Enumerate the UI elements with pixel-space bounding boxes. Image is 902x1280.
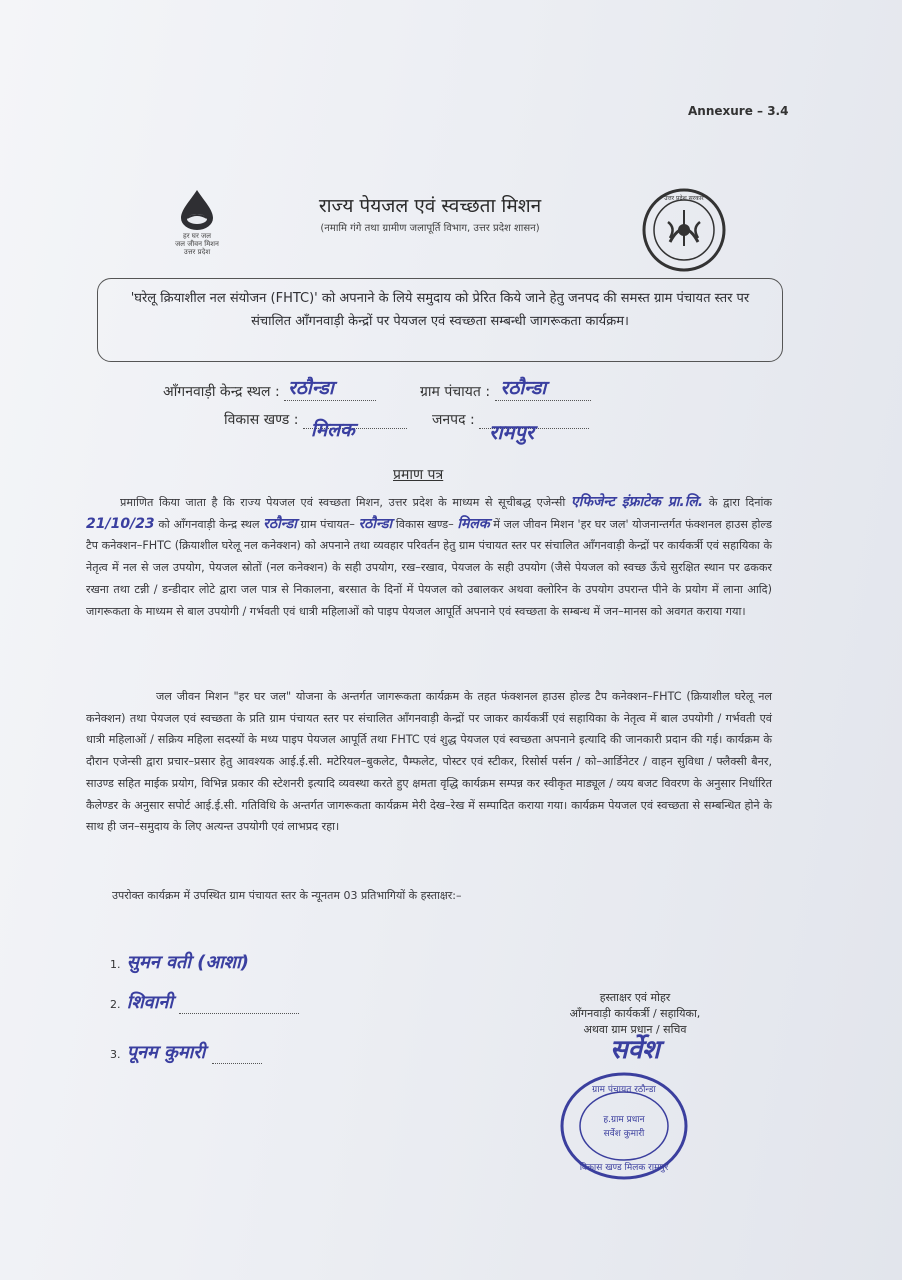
block-label: विकास खण्ड : <box>224 412 299 428</box>
signatory-line-1: हस्ताक्षर एवं मोहर <box>599 991 671 1004</box>
block-field <box>224 410 407 441</box>
stamp-outer-top: ग्राम पंचायत रठौन्डा <box>592 1085 656 1095</box>
para1-text-1: प्रमाणित किया जाता है कि राज्य पेयजल एवं स्वच्छता मिशन, उत्तर प्रदेश के माध्यम से सूचीबद्ध एजेन्सी <box>120 496 566 509</box>
para1-text-5: विकास खण्ड– <box>395 517 454 531</box>
program-date: 21/10/23 <box>86 515 155 532</box>
district-value: रामपुर <box>489 420 535 444</box>
official-stamp <box>558 1070 690 1182</box>
signatory-signature: सर्वेश <box>610 1035 660 1065</box>
participant-signature-1 <box>110 950 249 974</box>
district-field <box>432 410 589 444</box>
participant-name: शिवानी <box>126 992 174 1013</box>
block-value: मिलक <box>310 419 355 441</box>
participant-number: 3. <box>110 1048 121 1061</box>
certificate-title: प्रमाण पत्र <box>393 467 444 483</box>
para1-text-4: ग्राम पंचायत– <box>300 517 355 531</box>
emblem-label: उत्तर प्रदेश सरकार <box>664 195 704 202</box>
agency-name: एफिजेन्ट इंफ्राटेक प्रा.लि. <box>570 494 704 510</box>
up-govt-emblem <box>640 186 728 274</box>
para1-text-3: को आँगनवाड़ी केन्द्र स्थल <box>158 517 260 531</box>
stamp-inner-2: सर्वेश कुमारी <box>603 1129 645 1139</box>
header-title: राज्य पेयजल एवं स्वच्छता मिशन <box>318 195 542 217</box>
participant-signature-2 <box>110 990 299 1014</box>
program-place: रठौन्डा <box>263 515 297 532</box>
signatory-line-3: अथवा ग्राम प्रधान / सचिव <box>583 1023 687 1036</box>
logo-caption-2: जल जीवन मिशन <box>175 240 219 248</box>
signatory-line-2: आँगनवाड़ी कार्यकर्त्री / सहायिका, <box>569 1007 701 1020</box>
certificate-paragraph-1 <box>86 492 772 622</box>
participant-name: सुमन वती (आशा) <box>126 952 249 973</box>
anganwadi-label: आँगनवाड़ी केन्द्र स्थल : <box>163 384 280 400</box>
anganwadi-value: रठौन्डा <box>288 377 334 399</box>
anganwadi-field <box>163 377 376 401</box>
logo-caption-3: उत्तर प्रदेश <box>183 248 211 256</box>
participant-signature-3 <box>110 1040 262 1064</box>
program-block: मिलक <box>457 515 490 532</box>
gram-panchayat-value: रठौन्डा <box>500 377 547 399</box>
participant-number: 1. <box>110 958 121 971</box>
header-subtitle: (नमामि गंगे तथा ग्रामीण जलापूर्ति विभाग, उत्तर प्रदेश शासन) <box>320 223 540 234</box>
stamp-inner-1: ह.ग्राम प्रधान <box>603 1115 645 1125</box>
program-title-box: 'घरेलू क्रियाशील नल संयोजन (FHTC)' को अपनाने के लिये समुदाय को प्रेरित किये जाने हेतु जनपद की समस्त ग्राम पंचायत स्तर पर संचालित आँगनवाड़ी केन्द्रों पर पेयजल एवं स्वच्छता सम्बन्धी जागरूकता कार्यक्रम। <box>97 278 783 362</box>
signatory-block <box>540 990 730 1065</box>
water-drop-icon <box>177 188 217 232</box>
para1-text-6: में जल जीवन मिशन 'हर घर जल' योजनान्तर्गत फंक्शनल हाउस होल्ड टैप कनेक्शन–FHTC (क्रियाशील घरेलू नल कनेक्शन) को अपनाने तथा व्यवहार परिवर्तन हेतु ग्राम पंचायत स्तर पर संचालित आँगनवाड़ी केन्द्रों पर कार्यकर्त्री एवं सहायिका के नेतृत्व में नल से जल उपयोग, पेयजल स्रोतों (नल कनेक्शन) के सही उपयोग, रख–रखाव, पेयजल के सही उपयोग (जैसे पेयजल को स्वच्छ ऊँचे सुरक्षित स्थान पर ढककर रखना तथा टन्नी / डन्डीदार लोटे द्वारा जल पात्र से निकालना, बरसात के दिनों में पेयजल को उबालकर अथवा क्लोरिन के उपयोग उपरान्त पीने के प्रयोग में लाना आदि) जागरूकता के माध्यम से बाल उपयोगी / गर्भवती एवं धात्री महिलाओं को पाइप पेयजल आपूर्ति अपनाने एवं स्वच्छता के सम्बन्ध में जन–मानस को अवगत कराया गया। <box>86 517 772 618</box>
logo-caption-1: हर घर जल <box>183 232 211 240</box>
participant-number: 2. <box>110 998 121 1011</box>
district-label: जनपद : <box>432 412 475 428</box>
jal-jeevan-mission-logo <box>162 188 232 262</box>
participants-intro: उपरोक्त कार्यक्रम में उपस्थित ग्राम पंचायत स्तर के न्यूनतम 03 प्रतिभागियों के हस्ताक्षर:– <box>112 889 462 902</box>
gram-panchayat-label: ग्राम पंचायत : <box>420 384 491 400</box>
gram-panchayat-field <box>420 377 591 401</box>
para1-text-2: के द्वारा दिनांक <box>708 496 773 509</box>
annexure-label: Annexure – 3.4 <box>688 104 789 118</box>
program-gram-panchayat: रठौन्डा <box>358 515 393 532</box>
certificate-paragraph-2: जल जीवन मिशन "हर घर जल" योजना के अन्तर्गत जागरूकता कार्यक्रम के तहत फंक्शनल हाउस होल्ड टैप कनेक्शन–FHTC (क्रियाशील घरेलू नल कनेक्शन) तथा पेयजल एवं स्वच्छता के प्रति ग्राम पंचायत स्तर पर संचालित आँगनवाड़ी केन्द्रों पर जाकर कार्यकर्त्री एवं सहायिका के नेतृत्व में बाल उपयोगी / गर्भवती एवं धात्री महिलाओं / सक्रिय महिला सदस्यों के मध्य पाइप पेयजल आपूर्ति तथा FHTC एवं शुद्ध पेयजल एवं स्वच्छता अपनाने इत्यादि की जानकारी प्रदान की गई। कार्यक्रम के दौरान एजेन्सी द्वारा प्रचार–प्रसार हेतु आवश्यक आई.ई.सी. मटेरियल–बुकलेट, पैम्फलेट, पोस्टर एवं स्टीकर, रिसोर्स पर्सन / को–आर्डिनेटर / वाहन सुविधा / फ्लैक्सी बैनर, साउण्ड सहित माईक प्रयोग, विभिन्न प्रकार की स्टेशनरी इत्यादि व्यवस्था करते हुए क्षमता वृद्धि कार्यक्रम सम्पन्न कर स्वीकृत माड्यूल / व्यय बजट विवरण के अनुसार निर्धारित कैलेण्डर के अनुसार सपोर्ट आई.ई.सी. गतिविधि के अन्तर्गत जागरूकता कार्यक्रम मेरी देख–रेख में सम्पादित कराया गया। कार्यक्रम पेयजल एवं स्वच्छता से सम्बन्धित होने के साथ ही जन–समुदाय के लिए अत्यन्त उपयोगी एवं लाभप्रद रहा। <box>86 690 773 834</box>
participant-name: पूनम कुमारी <box>126 1042 206 1063</box>
stamp-outer-bottom: विकास खण्ड मिलक रामपुर <box>579 1163 669 1173</box>
